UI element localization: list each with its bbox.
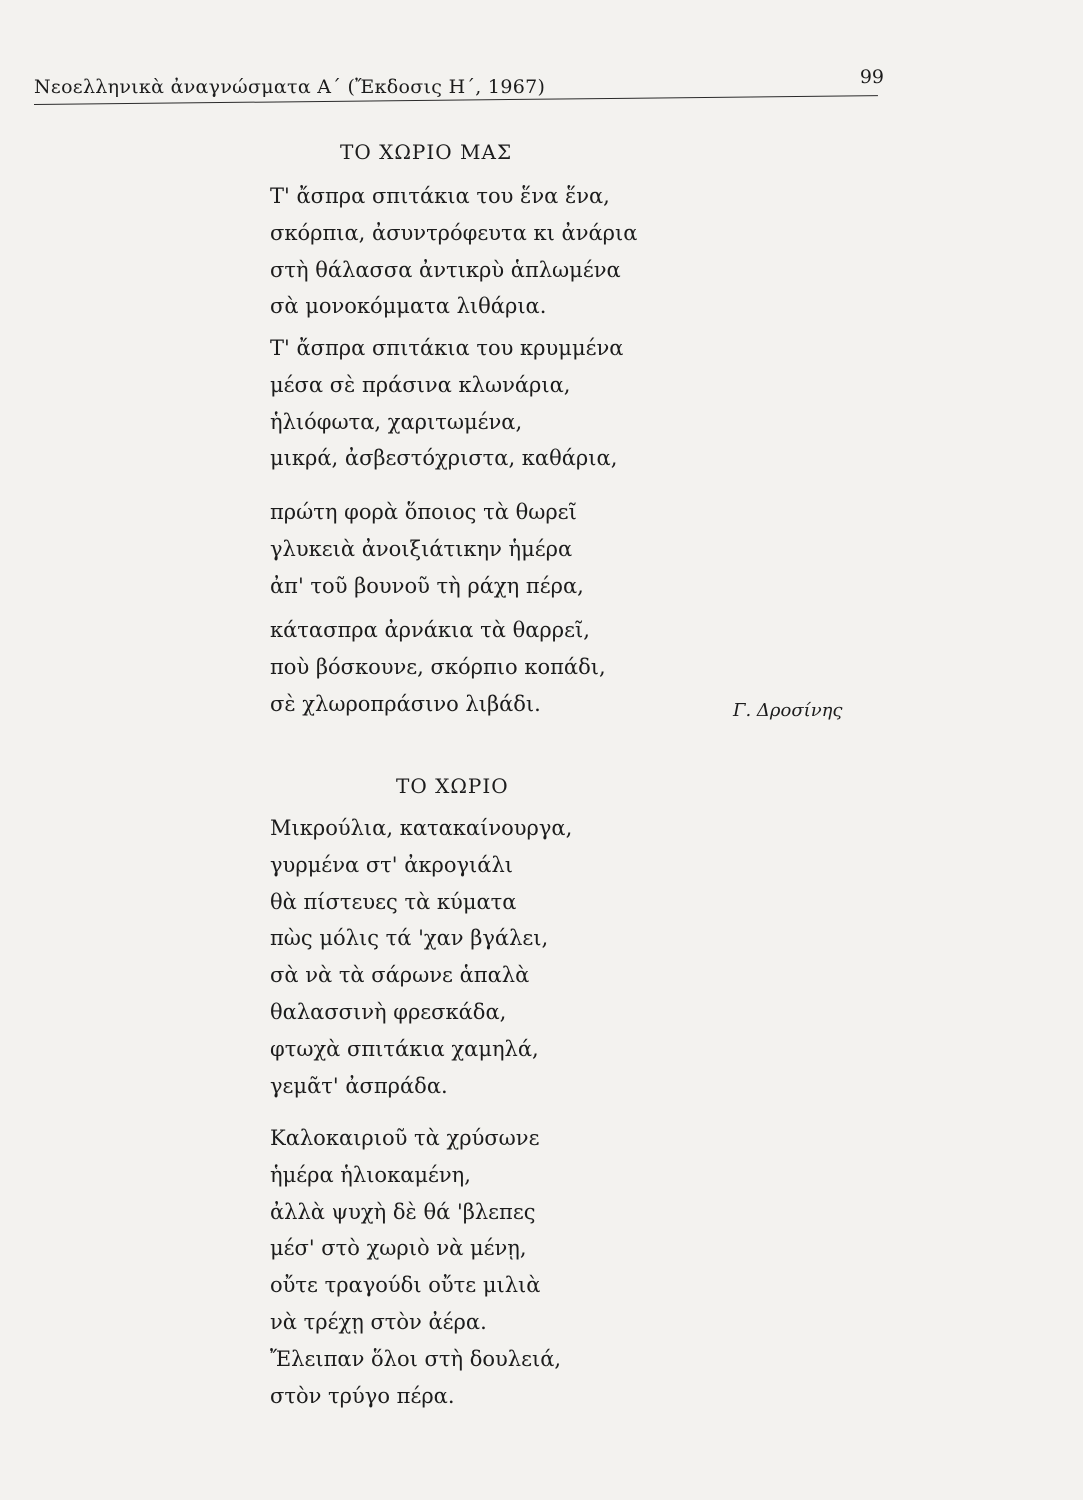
verse-line: πρώτη φορὰ ὅποιος τὰ θωρεῖ bbox=[270, 500, 577, 524]
verse-line: γεμᾶτ' ἀσπράδα. bbox=[270, 1073, 448, 1098]
verse-line: ἀλλὰ ψυχὴ δὲ θά 'βλεπες bbox=[270, 1199, 536, 1224]
verse-line: μικρά, ἀσβεστόχριστα, καθάρια, bbox=[270, 446, 618, 471]
verse-line: μέσα σὲ πράσινα κλωνάρια, bbox=[270, 372, 571, 397]
verse-line: Ἔλειπαν ὅλοι στὴ δουλειά, bbox=[270, 1346, 562, 1371]
verse-line: σὰ νὰ τὰ σάρωνε ἁπαλὰ bbox=[270, 963, 530, 988]
verse-line: Μικρούλια, κατακαίνουργα, bbox=[270, 816, 573, 840]
verse-line: στὴ θάλασσα ἀντικρὺ ἁπλωμένα bbox=[270, 257, 621, 282]
verse-line: ἡλιόφωτα, χαριτωμένα, bbox=[270, 409, 523, 434]
verse-line: γλυκειὰ ἀνοιξιάτικην ἡμέρα bbox=[270, 536, 573, 561]
verse-line: σκόρπια, ἀσυντρόφευτα κι ἀνάρια bbox=[270, 220, 638, 245]
verse-line: ἀπ' τοῦ βουνοῦ τὴ ράχη πέρα, bbox=[270, 573, 584, 598]
poem1-stanza-1 bbox=[270, 178, 637, 325]
poem1-stanza-2 bbox=[270, 330, 623, 477]
verse-line: σὲ χλωροπράσινο λιβάδι. bbox=[270, 691, 541, 716]
verse-line: θὰ πίστευες τὰ κύματα bbox=[270, 889, 517, 914]
verse-line: θαλασσινὴ φρεσκάδα, bbox=[270, 999, 507, 1024]
poem-title-to-xorio: ΤΟ ΧΩΡΙΟ bbox=[396, 774, 509, 798]
verse-line: σὰ μονοκόμματα λιθάρια. bbox=[270, 294, 547, 319]
verse-line: Τ' ἄσπρα σπιτάκια του ἕνα ἕνα, bbox=[270, 184, 610, 208]
poem-title-to-xorio-mas: ΤΟ ΧΩΡΙΟ ΜΑΣ bbox=[340, 140, 513, 164]
poem1-author: Γ. Δροσίνης bbox=[733, 700, 843, 721]
verse-line: στὸν τρύγο πέρα. bbox=[270, 1383, 455, 1408]
page-number: 99 bbox=[859, 66, 884, 88]
verse-line: κάτασπρα ἀρνάκια τὰ θαρρεῖ, bbox=[270, 618, 590, 642]
verse-line: οὔτε τραγούδι οὔτε μιλιὰ bbox=[270, 1273, 541, 1298]
running-title: Νεοελληνικὰ ἀναγνώσματα Α΄ (Ἔκδοσις Η΄, 1967) bbox=[34, 76, 546, 98]
verse-line: Τ' ἄσπρα σπιτάκια του κρυμμένα bbox=[270, 336, 624, 360]
verse-line: ποὺ βόσκουνε, σκόρπιο κοπάδι, bbox=[270, 654, 606, 679]
poem1-stanza-4 bbox=[270, 612, 606, 722]
verse-line: πὼς μόλις τά 'χαν βγάλει, bbox=[270, 926, 549, 951]
verse-line: γυρμένα στ' ἀκρογιάλι bbox=[270, 852, 514, 877]
verse-line: φτωχὰ σπιτάκια χαμηλά, bbox=[270, 1036, 539, 1061]
poem1-stanza-3 bbox=[270, 494, 584, 604]
poem2-stanza-1 bbox=[270, 810, 572, 1104]
verse-line: Καλοκαιριοῦ τὰ χρύσωνε bbox=[270, 1126, 540, 1150]
verse-line: μέσ' στὸ χωριὸ νὰ μένῃ, bbox=[270, 1236, 527, 1261]
verse-line: νὰ τρέχῃ στὸν ἀέρα. bbox=[270, 1309, 487, 1334]
verse-line: ἡμέρα ἡλιοκαμένη, bbox=[270, 1162, 471, 1187]
poem2-stanza-2 bbox=[270, 1120, 561, 1414]
